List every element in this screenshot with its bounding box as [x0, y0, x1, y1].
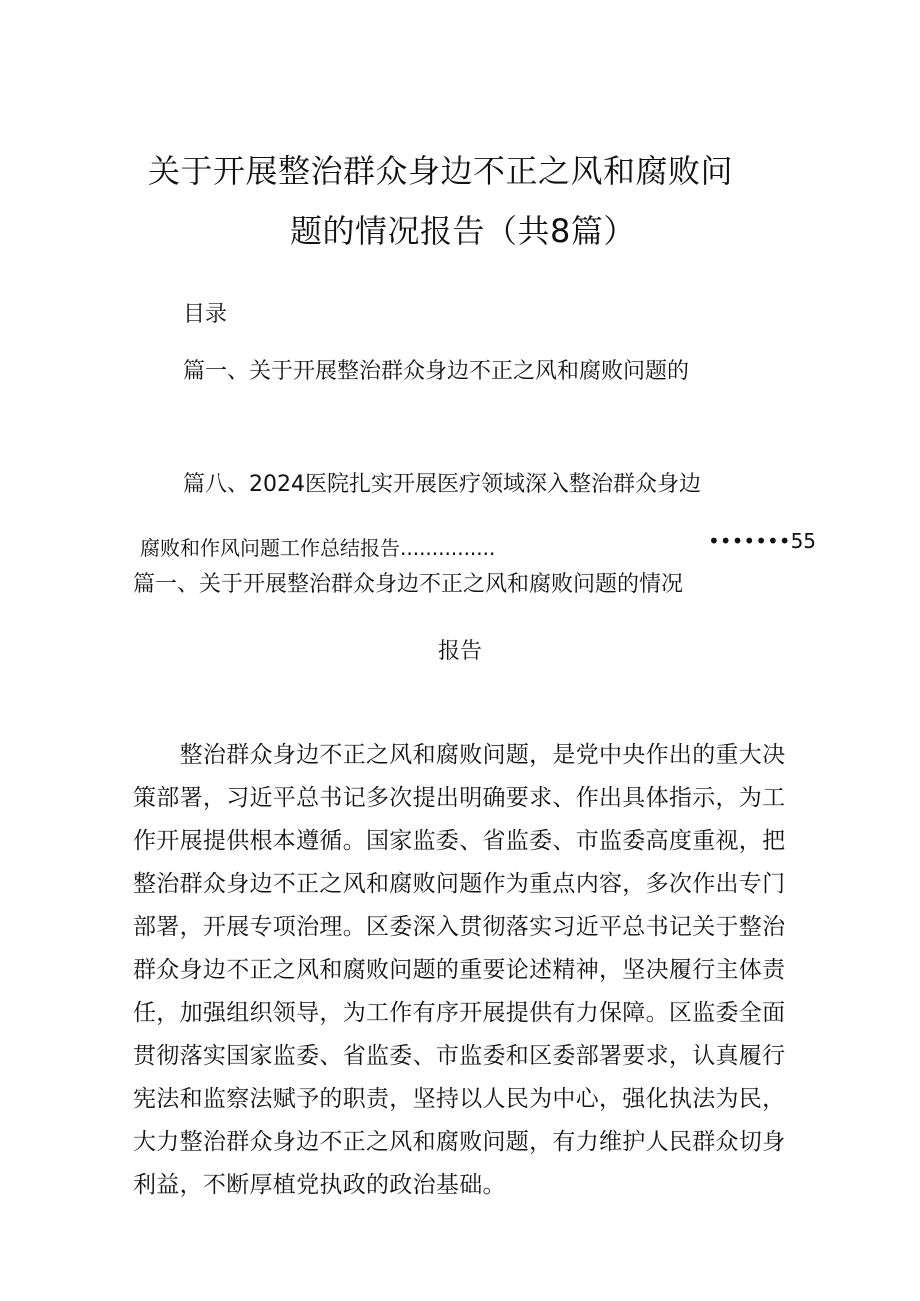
toc-entry-8-page: •••••••55 — [708, 529, 817, 553]
toc-entry-8-line1[interactable]: 篇八、2024医院扎实开展医疗领域深入整治群众身边 — [183, 472, 701, 497]
body-line: 宪法和监察法赋予的职责，坚持以人民为中心，强化执法为民， — [133, 1086, 786, 1112]
body-line: 贯彻落实国家监委、省监委、市监委和区委部署要求，认真履行 — [133, 1043, 786, 1069]
body-line: 任，加强组织领导，为工作有序开展提供有力保障。区监委全面 — [133, 1000, 786, 1026]
section-heading-line1: 篇一、关于开展整治群众身边不正之风和腐败问题的情况 — [133, 572, 684, 597]
document-title-line1: 关于开展整治群众身边不正之风和腐败问 — [148, 152, 734, 190]
body-line: 整治群众身边不正之风和腐败问题作为重点内容，多次作出专门 — [133, 871, 786, 897]
toc-heading: 目录 — [183, 302, 228, 327]
body-line: 群众身边不正之风和腐败问题的重要论述精神，坚决履行主体责 — [133, 957, 786, 983]
section-heading-line2: 报告 — [438, 639, 483, 664]
body-line: 策部署，习近平总书记多次提出明确要求、作出具体指示，为工 — [133, 785, 786, 811]
body-line: 整治群众身边不正之风和腐败问题，是党中央作出的重大决 — [133, 742, 786, 768]
body-line: 部署，开展专项治理。区委深入贯彻落实习近平总书记关于整治 — [133, 914, 786, 940]
body-line: 利益，不断厚植党执政的政治基础。 — [133, 1172, 506, 1198]
body-line: 大力整治群众身边不正之风和腐败问题，有力维护人民群众切身 — [133, 1129, 786, 1155]
toc-entry-1[interactable]: 篇一、关于开展整治群众身边不正之风和腐败问题的 — [183, 359, 690, 384]
toc-entry-8-line2[interactable]: 腐败和作风问题工作总结报告............... — [140, 536, 496, 560]
document-title-line2: 题的情况报告（共8篇） — [290, 212, 636, 250]
body-line: 作开展提供根本遵循。国家监委、省监委、市监委高度重视，把 — [133, 828, 786, 854]
